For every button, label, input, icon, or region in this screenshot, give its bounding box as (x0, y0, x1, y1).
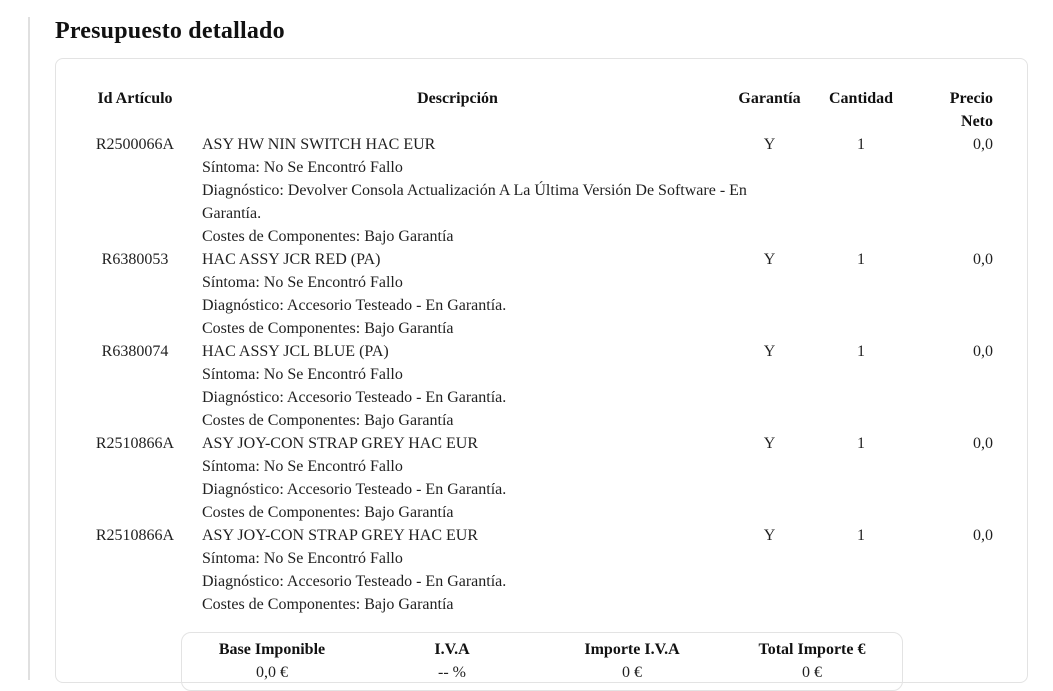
description-line: HAC ASSY JCL BLUE (PA) (202, 343, 389, 360)
description-line: Diagnóstico: Accesorio Testeado - En Garantía. (202, 297, 507, 314)
budget-page (55, 17, 1028, 683)
item-id: R2500066A (95, 136, 175, 153)
item-description (177, 340, 738, 432)
item-warranty: Y (763, 343, 776, 360)
description-line: Síntoma: No Se Encontró Fallo (202, 159, 403, 176)
description-line: ASY JOY-CON STRAP GREY HAC EUR (202, 435, 479, 452)
item-description (177, 524, 738, 616)
summary-header-total-importe: Total Importe € (758, 641, 866, 658)
column-header-precio-neto: Precio Neto (949, 90, 993, 130)
table-row (93, 248, 991, 340)
description-line: Síntoma: No Se Encontró Fallo (202, 366, 403, 383)
item-net-price: 0,0 (973, 527, 993, 544)
description-line: Costes de Componentes: Bajo Garantía (202, 320, 454, 337)
description-line: Diagnóstico: Accesorio Testeado - En Garantía. (202, 481, 507, 498)
item-warranty: Y (763, 251, 776, 268)
item-quantity: 1 (857, 527, 865, 544)
description-line: Síntoma: No Se Encontró Fallo (202, 274, 403, 291)
item-description (177, 248, 738, 340)
items-table-body (93, 133, 991, 616)
description-line: Costes de Componentes: Bajo Garantía (202, 504, 454, 521)
summary-value-iva: -- % (438, 664, 466, 681)
description-line: Síntoma: No Se Encontró Fallo (202, 550, 403, 567)
description-line: Costes de Componentes: Bajo Garantía (202, 596, 454, 613)
item-quantity: 1 (857, 435, 865, 452)
column-header-id-articulo: Id Artículo (97, 90, 173, 107)
item-quantity: 1 (857, 136, 865, 153)
item-id: R2510866A (95, 435, 175, 452)
summary-value-base-imponible: 0,0 € (256, 664, 288, 681)
description-line: Garantía. (202, 205, 262, 222)
budget-card (55, 58, 1028, 683)
summary-value-total-importe: 0 € (802, 664, 822, 681)
description-line: Diagnóstico: Devolver Consola Actualización A La Última Versión De Software - En (202, 182, 747, 199)
item-net-price: 0,0 (973, 435, 993, 452)
summary-header-importe-iva: Importe I.V.A (584, 641, 680, 658)
description-line: Diagnóstico: Accesorio Testeado - En Garantía. (202, 389, 507, 406)
item-net-price: 0,0 (973, 251, 993, 268)
page-title: Presupuesto detallado (55, 18, 285, 44)
item-quantity: 1 (857, 343, 865, 360)
description-line: Costes de Componentes: Bajo Garantía (202, 228, 454, 245)
item-id: R6380053 (101, 251, 169, 268)
item-id: R2510866A (95, 527, 175, 544)
summary-header-base-imponible: Base Imponible (218, 641, 326, 658)
table-row (93, 524, 991, 616)
summary-header-iva: I.V.A (434, 641, 470, 658)
item-description (177, 432, 738, 524)
description-line: ASY JOY-CON STRAP GREY HAC EUR (202, 527, 479, 544)
table-row (93, 340, 991, 432)
description-line: Síntoma: No Se Encontró Fallo (202, 458, 403, 475)
column-header-descripcion: Descripción (417, 90, 498, 107)
description-line: Diagnóstico: Accesorio Testeado - En Garantía. (202, 573, 507, 590)
column-header-cantidad: Cantidad (828, 90, 894, 107)
summary-table (181, 632, 903, 691)
item-warranty: Y (763, 435, 776, 452)
item-warranty: Y (763, 136, 776, 153)
items-table-header (93, 87, 991, 133)
item-description (177, 133, 747, 248)
description-line: HAC ASSY JCR RED (PA) (202, 251, 381, 268)
item-net-price: 0,0 (973, 343, 993, 360)
summary-value-importe-iva: 0 € (622, 664, 642, 681)
description-line: ASY HW NIN SWITCH HAC EUR (202, 136, 436, 153)
item-id: R6380074 (101, 343, 169, 360)
description-line: Costes de Componentes: Bajo Garantía (202, 412, 454, 429)
item-quantity: 1 (857, 251, 865, 268)
item-net-price: 0,0 (973, 136, 993, 153)
table-row (93, 133, 991, 248)
table-row (93, 432, 991, 524)
item-warranty: Y (763, 527, 776, 544)
left-page-divider (28, 17, 30, 680)
column-header-garantia: Garantía (738, 90, 801, 107)
